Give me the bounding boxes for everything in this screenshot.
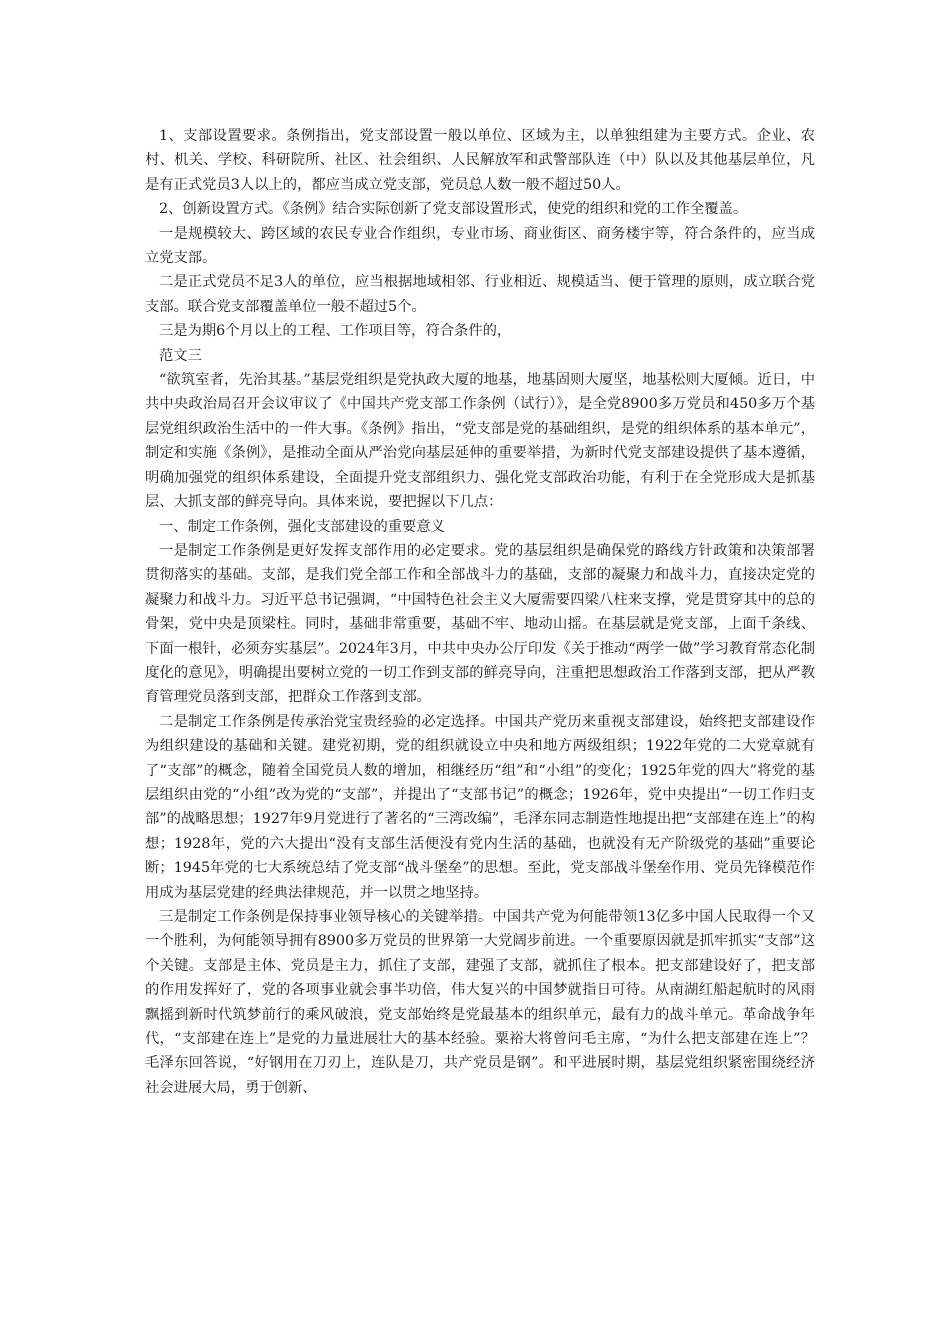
paragraph-branch-setup-requirements: 1、支部设置要求。条例指出，党支部设置一般以单位、区域为主，以单独组建为主要方式。企业、农村、机关、学校、科研院所、社区、社会组织、人民解放军和武警部队连（中）队以及其他基层单位，凡是有正式党员3人以上的，都应当成立党支部，党员总人数一般不超过50人。	[145, 128, 815, 193]
document-body	[145, 124, 815, 1100]
section-heading-significance: 一、制定工作条例，强化支部建设的重要意义	[159, 518, 445, 535]
paragraph-point-three: 三是为期6个月以上的工程、工作项目等，符合条件的，	[159, 323, 512, 340]
paragraph-point-one	[145, 222, 815, 271]
paragraph-leadership-core: 三是制定工作条例是保持事业领导核心的关键举措。中国共产党为何能带领13亿多中国人民取得一个又一个胜利，为何能领导拥有8900多万党员的世界第一大党阔步前进。一个重要原因就是抓牢抓实“支部”这个关键。支部是主体、党员是主力，抓住了支部，建强了支部，就抓住了根本。把支部建设好了，把支部的作用发挥好了，党的各项事业就会事半功倍，伟大复兴的中国梦就指日可待。从南湖红船起航时的风雨飘摇到新时代筑梦前行的乘风破浪，党支部始终是党最基本的组织单元，最有力的战斗单元。革命战争年代，“支部建在连上”是党的力量进展壮大的基本经验。粟裕大将曾问毛主席，“为什么把支部建在连上”？毛泽东回答说，“好钢用在刀刃上，连队是刀，共产党员是钢”。和平进展时期，基层党组织紧密围绕经济社会进展大局，勇于创新、	[145, 909, 815, 1096]
paragraph-historical-experience: 二是制定工作条例是传承治党宝贵经验的必定选择。中国共产党历来重视支部建设，始终把支部建设作为组织建设的基础和关键。建党初期，党的组织就设立中央和地方两级组织；1922年党的二大党章就有了“支部”的概念，随着全国党员人数的增加，相继经历“组”和“小组”的变化；1925年党的四大”将党的基层组织由党的“小组”改为党的“支部”，并提出了“支部书记”的概念；1926年，党中央提出“一切工作归支部”的战略思想；1927年9月党进行了著名的“三湾改编”，毛泽东同志制造性地提出把“支部建在连上”的构想；1928年，党的六大提出“没有支部生活便没有党内生活的基础，也就没有无产阶级党的基础”重要论断；1945年党的七大系统总结了党支部“战斗堡垒”的思想。至此，党支部战斗堡垒作用、党员先锋模范作用成为基层党建的经典法律规范，并一以贯之地坚持。	[145, 713, 815, 901]
paragraph-innovative-setup: 2、创新设置方式。《条例》结合实际创新了党支部设置形式，使党的组织和党的工作全覆盖。	[159, 201, 748, 218]
paragraph-role-of-branch: 一是制定工作条例是更好发挥支部作用的必定要求。党的基层组织是确保党的路线方针政策和决策部署贯彻落实的基础。支部，是我们党全部工作和全部战斗力的基础，支部的凝聚力和战斗力，直接决定党的凝聚力和战斗力。习近平总书记强调，“中国特色社会主义大厦需要四梁八柱来支撑，党是贯穿其中的总的骨架，党中央是顶梁柱。同时，基础非常重要，基础不牢、地动山摇。在基层就是党支部，上面千条线、下面一根针，必须夯实基层”。2024年3月，中共中央办公厅印发《关于推动“两学一做”学习教育常态化制度化的意见》，明确提出要树立党的一切工作到支部的鲜亮导向，注重把思想政治工作落到支部，把从严教育管理党员落到支部，把群众工作落到支部。	[145, 542, 815, 706]
paragraph-point-two-text: 二是正式党员不足3人的单位，应当根据地域相邻、行业相近、规模适当、便于管理的原则，成立联合党支部。联合党支部覆盖单位一般不超过5个。	[145, 274, 815, 315]
paragraph-intro-foundation: “欲筑室者，先治其基。”基层党组织是党执政大厦的地基，地基固则大厦坚，地基松则大厦倾。近日，中共中央政治局召开会议审议了《中国共产党支部工作条例（试行）》，是全党8900多万党员和450多万个基层党组织政治生活中的一件大事。《条例》指出，“党支部是党的基础组织，是党的组织体系的基本单元”，制定和实施《条例》，是推动全面从严治党向基层延伸的重要举措，为新时代党支部建设提供了基本遵循，明确加强党的组织体系建设，全面提升党支部组织力、强化党支部政治功能，有利于在全党形成大是抓基层、大抓支部的鲜亮导向。具体来说，要把握以下几点：	[145, 372, 815, 511]
paragraph-point-one-text: 一是规模较大、跨区域的农民专业合作组织，专业市场、商业街区、商务楼宇等，符合条件的，应当成立党支部。	[145, 225, 815, 267]
section-title-sample-three: 范文三	[159, 347, 202, 364]
paragraph-point-two	[145, 270, 815, 319]
